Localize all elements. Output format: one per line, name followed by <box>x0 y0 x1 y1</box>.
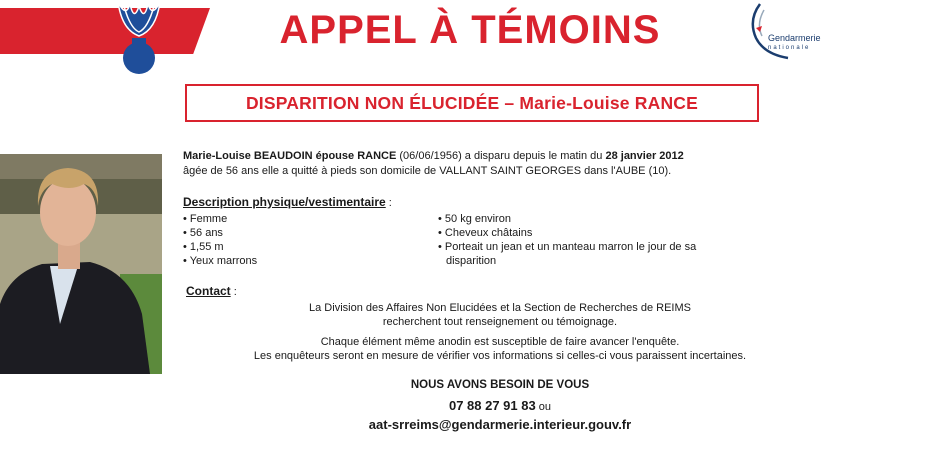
intro-line-2: âgée de 56 ans elle a quitté à pieds son domicile de VALLANT SAINT GEORGES dans l'AUBE (10). <box>183 165 672 177</box>
description-left-2: • 56 ans <box>183 227 223 239</box>
logo-text: Gendarmerie <box>768 33 821 43</box>
description-right-4: disparition <box>446 255 497 267</box>
description-colon: : <box>385 197 392 209</box>
description-heading-line <box>183 195 392 210</box>
person-name: Marie-Louise BEAUDOIN épouse RANCE <box>183 150 397 162</box>
need-you-text: NOUS AVONS BESOIN DE VOUS <box>410 379 590 391</box>
contact-line-2: recherchent tout renseignement ou témoignage. <box>382 316 618 328</box>
phone-number[interactable]: 07 88 27 91 83 <box>448 398 536 413</box>
subtitle-banner: DISPARITION NON ÉLUCIDÉE – Marie-Louise RANCE <box>185 84 759 122</box>
logo-subtext: nationale <box>768 45 811 51</box>
missing-person-photo <box>0 154 162 374</box>
or-text: ou <box>535 401 552 413</box>
contact-line-4: Les enquêteurs seront en mesure de vérifier vos informations si celles-ci vous paraissent incertaines. <box>253 350 747 362</box>
description-left-3: • 1,55 m <box>183 241 224 253</box>
page-title: APPEL À TÉMOINS <box>279 8 661 52</box>
disappearance-date: 28 janvier 2012 <box>605 150 684 162</box>
description-right-2: • Cheveux châtains <box>438 227 533 239</box>
description-left-4: • Yeux marrons <box>183 255 258 267</box>
contact-line-3: Chaque élément même anodin est susceptible de faire avancer l'enquête. <box>320 336 680 348</box>
contact-line-1: La Division des Affaires Non Elucidées et la Section de Recherches de REIMS <box>309 302 691 314</box>
description-left-1: • Femme <box>183 213 228 225</box>
email-link[interactable]: aat-srreims@gendarmerie.interieur.gouv.fr <box>368 417 632 432</box>
birth-text: (06/06/1956) a disparu depuis le matin du <box>399 150 603 162</box>
contact-heading-line <box>186 284 237 299</box>
contact-colon: : <box>230 286 237 298</box>
phone-line <box>215 399 785 414</box>
description-right-1: • 50 kg environ <box>438 213 511 225</box>
gendarmerie-logo-icon <box>742 0 812 60</box>
description-heading: Description physique/vestimentaire <box>183 195 386 209</box>
intro-line-1 <box>183 149 684 163</box>
description-right-3: • Porteait un jean et un manteau marron le jour de sa <box>438 241 697 253</box>
contact-heading: Contact <box>186 284 231 298</box>
